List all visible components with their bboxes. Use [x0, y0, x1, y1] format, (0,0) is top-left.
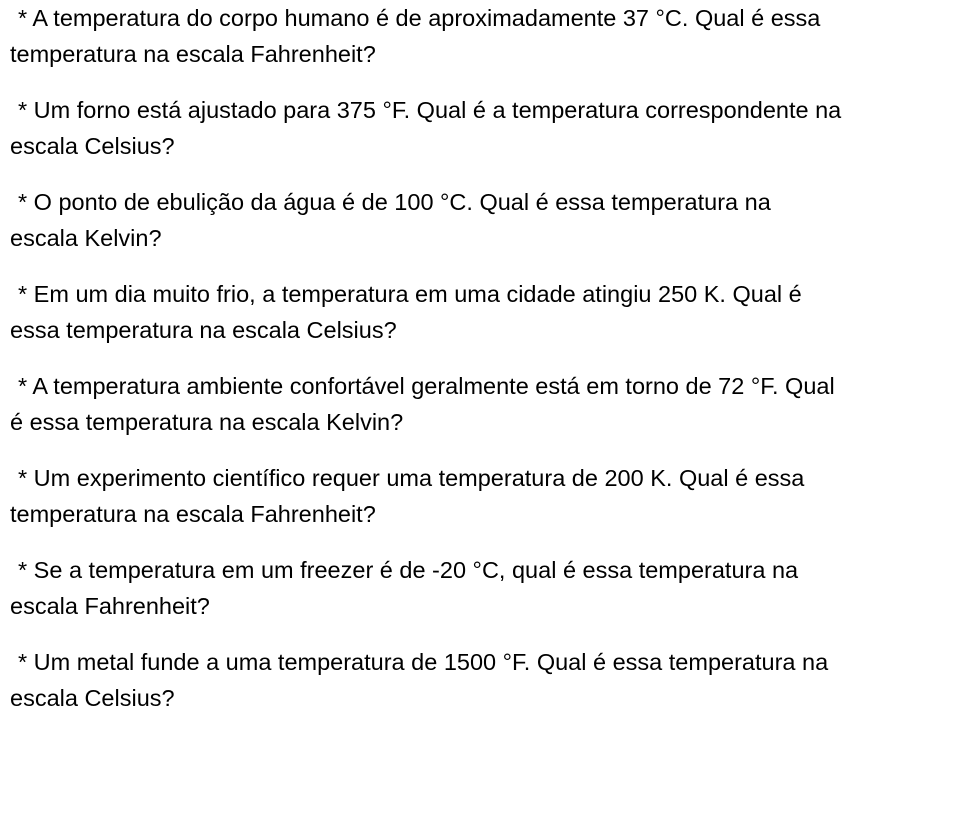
question-item-7 [10, 552, 969, 624]
question-item-6 [10, 460, 969, 532]
question-list [10, 0, 969, 736]
question-item-5 [10, 368, 969, 440]
question-5-line-2: é essa temperatura na escala Kelvin? [10, 409, 404, 435]
question-2-line-2: escala Celsius? [10, 133, 175, 159]
question-3-line-2: escala Kelvin? [10, 225, 162, 251]
question-item-3 [10, 184, 969, 256]
question-4-line-2: essa temperatura na escala Celsius? [10, 317, 397, 343]
question-8-line-2: escala Celsius? [10, 685, 175, 711]
question-item-2 [10, 92, 969, 164]
question-item-4 [10, 276, 969, 348]
question-7-line-2: escala Fahrenheit? [10, 593, 210, 619]
question-5-line-1: * A temperatura ambiente confortável geralmente está em torno de 72 °F. Qual [18, 373, 835, 399]
question-1-line-2: temperatura na escala Fahrenheit? [10, 41, 376, 67]
question-7-line-1: * Se a temperatura em um freezer é de -20 °C, qual é essa temperatura na [18, 557, 799, 583]
question-item-1 [10, 0, 969, 72]
question-3-line-1: * O ponto de ebulição da água é de 100 °C. Qual é essa temperatura na [18, 189, 771, 215]
question-6-line-2: temperatura na escala Fahrenheit? [10, 501, 376, 527]
question-1-line-1: * A temperatura do corpo humano é de aproximadamente 37 °C. Qual é essa [18, 5, 821, 31]
question-2-line-1: * Um forno está ajustado para 375 °F. Qual é a temperatura correspondente na [18, 97, 842, 123]
question-item-8 [10, 644, 969, 716]
question-4-line-1: * Em um dia muito frio, a temperatura em uma cidade atingiu 250 K. Qual é [18, 281, 802, 307]
question-6-line-1: * Um experimento científico requer uma temperatura de 200 K. Qual é essa [18, 465, 805, 491]
question-8-line-1: * Um metal funde a uma temperatura de 1500 °F. Qual é essa temperatura na [18, 649, 829, 675]
